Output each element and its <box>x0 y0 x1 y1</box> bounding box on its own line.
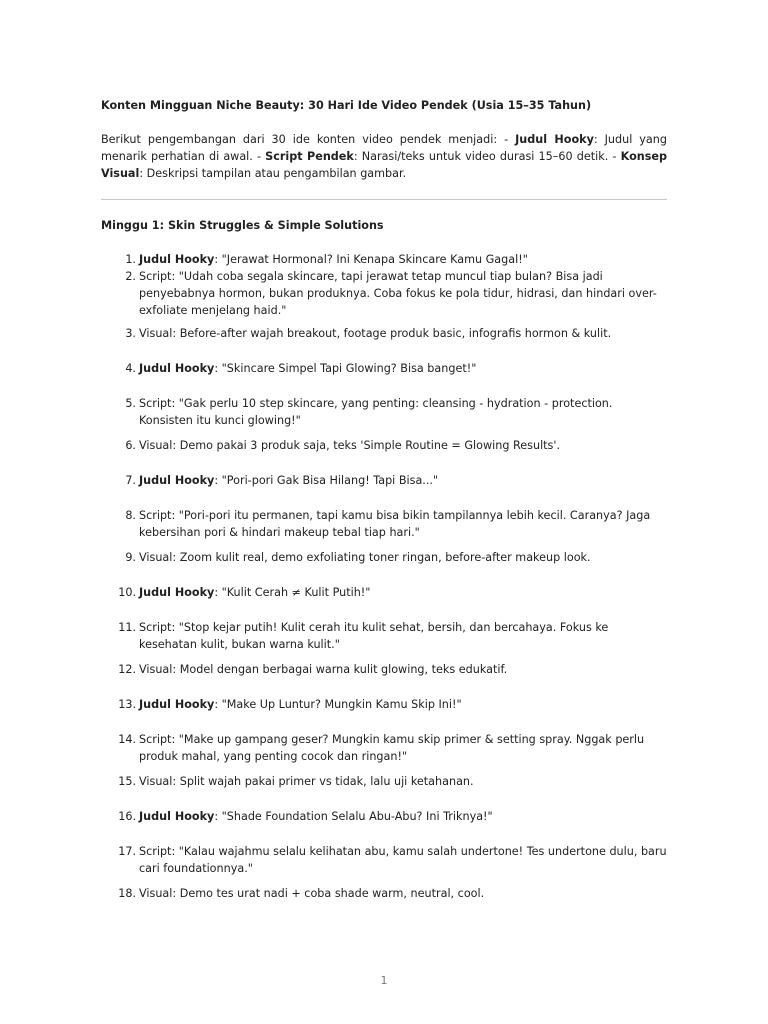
intro-term-judul: Judul Hooky <box>515 133 594 146</box>
list-item-text: : "Jerawat Hormonal? Ini Kenapa Skincare Kamu Gagal!" <box>214 253 528 266</box>
list-item-number: 10. <box>118 586 136 599</box>
list-item <box>101 251 667 268</box>
list-item <box>101 773 667 790</box>
list-item <box>101 325 667 342</box>
list-item-number: 2. <box>125 270 136 283</box>
list-item-label: Judul Hooky <box>139 474 215 487</box>
list-item-label: Judul Hooky <box>139 698 215 711</box>
list-item-number: 18. <box>118 887 136 900</box>
list-item <box>101 661 667 678</box>
list-item-number: 6. <box>125 439 136 452</box>
intro-text-script: : Narasi/teks untuk video durasi 15–60 detik. - <box>353 150 621 163</box>
intro-text-judul: : Judul yang menarik perhatian di awal. - <box>101 133 667 163</box>
list-item <box>101 584 667 601</box>
list-item-label: Judul Hooky <box>139 810 215 823</box>
list-item-text: Visual: Split wajah pakai primer vs tidak, lalu uji ketahanan. <box>139 775 474 788</box>
document-page <box>101 97 667 902</box>
week-heading: Minggu 1: Skin Struggles & Simple Solutions <box>101 219 384 232</box>
intro-lead: Berikut pengembangan dari 30 ide konten video pendek menjadi: - <box>101 133 516 146</box>
list-item <box>101 437 667 454</box>
list-item-number: 7. <box>125 474 136 487</box>
list-item-text: : "Pori-pori Gak Bisa Hilang! Tapi Bisa..." <box>214 474 439 487</box>
list-item-text: Visual: Model dengan berbagai warna kulit glowing, teks edukatif. <box>139 663 508 676</box>
list-item-text: Script: "Kalau wajahmu selalu kelihatan abu, kamu salah undertone! Tes undertone dulu, baru cari foundationnya." <box>139 845 667 875</box>
intro-term-visual: Konsep Visual <box>101 150 667 180</box>
list-item <box>101 731 667 765</box>
list-item <box>101 472 667 489</box>
list-item <box>101 507 667 541</box>
document-title: Konten Mingguan Niche Beauty: 30 Hari Ide Video Pendek (Usia 15–35 Tahun) <box>101 99 592 112</box>
list-item <box>101 843 667 877</box>
list-item-number: 16. <box>118 810 136 823</box>
list-item-text: : "Make Up Luntur? Mungkin Kamu Skip Ini!" <box>214 698 462 711</box>
list-item-label: Judul Hooky <box>139 362 215 375</box>
list-item-label: Judul Hooky <box>139 253 215 266</box>
section-divider <box>101 199 667 200</box>
list-item-number: 8. <box>125 509 136 522</box>
list-item <box>101 619 667 653</box>
list-item <box>101 395 667 429</box>
list-item <box>101 696 667 713</box>
list-item-text: Visual: Demo tes urat nadi + coba shade warm, neutral, cool. <box>139 887 485 900</box>
list-item-text: Visual: Before-after wajah breakout, footage produk basic, infografis hormon & kulit. <box>139 327 612 340</box>
list-item-number: 12. <box>118 663 136 676</box>
list-item-text: : "Shade Foundation Selalu Abu-Abu? Ini Triknya!" <box>214 810 493 823</box>
list-item-text: : "Kulit Cerah ≠ Kulit Putih!" <box>214 586 371 599</box>
list-item-text: Visual: Zoom kulit real, demo exfoliating toner ringan, before-after makeup look. <box>139 551 591 564</box>
list-item-number: 5. <box>125 397 136 410</box>
intro-text-visual: : Deskripsi tampilan atau pengambilan gambar. <box>139 167 407 180</box>
list-item-number: 9. <box>125 551 136 564</box>
list-item-number: 11. <box>118 621 136 634</box>
list-item-number: 3. <box>125 327 136 340</box>
list-item-text: Script: "Stop kejar putih! Kulit cerah itu kulit sehat, bersih, dan bercahaya. Fokus ke kesehatan kulit, bukan warna kulit." <box>139 621 609 651</box>
list-item-number: 14. <box>118 733 136 746</box>
list-item-text: : "Skincare Simpel Tapi Glowing? Bisa banget!" <box>214 362 477 375</box>
list-item <box>101 549 667 566</box>
intro-paragraph <box>101 131 667 182</box>
list-item-text: Script: "Udah coba segala skincare, tapi jerawat tetap muncul tiap bulan? Bisa jadi penyebabnya hormon, bukan produknya. Coba fokus ke pola tidur, hidrasi, dan hindari over-exfoliate menjelang haid." <box>139 270 657 317</box>
list-item-number: 4. <box>125 362 136 375</box>
list-item-text: Script: "Gak perlu 10 step skincare, yang penting: cleansing - hydration - protection. Konsisten itu kunci glowing!" <box>139 397 613 427</box>
content-idea-list <box>101 251 667 902</box>
list-item-number: 17. <box>118 845 136 858</box>
list-item <box>101 268 667 319</box>
list-item-text: Visual: Demo pakai 3 produk saja, teks 'Simple Routine = Glowing Results'. <box>139 439 561 452</box>
list-item <box>101 808 667 825</box>
intro-term-script: Script Pendek <box>265 150 354 163</box>
list-item-number: 1. <box>125 253 136 266</box>
page-number: 1 <box>380 974 388 987</box>
list-item <box>101 360 667 377</box>
list-item-text: Script: "Pori-pori itu permanen, tapi kamu bisa bikin tampilannya lebih kecil. Caranya? Jaga kebersihan pori & hindari makeup tebal tiap hari." <box>139 509 651 539</box>
list-item-label: Judul Hooky <box>139 586 215 599</box>
list-item-number: 13. <box>118 698 136 711</box>
list-item-number: 15. <box>118 775 136 788</box>
list-item-text: Script: "Make up gampang geser? Mungkin kamu skip primer & setting spray. Nggak perlu produk mahal, yang penting cocok dan ringan!" <box>139 733 645 763</box>
list-item <box>101 885 667 902</box>
